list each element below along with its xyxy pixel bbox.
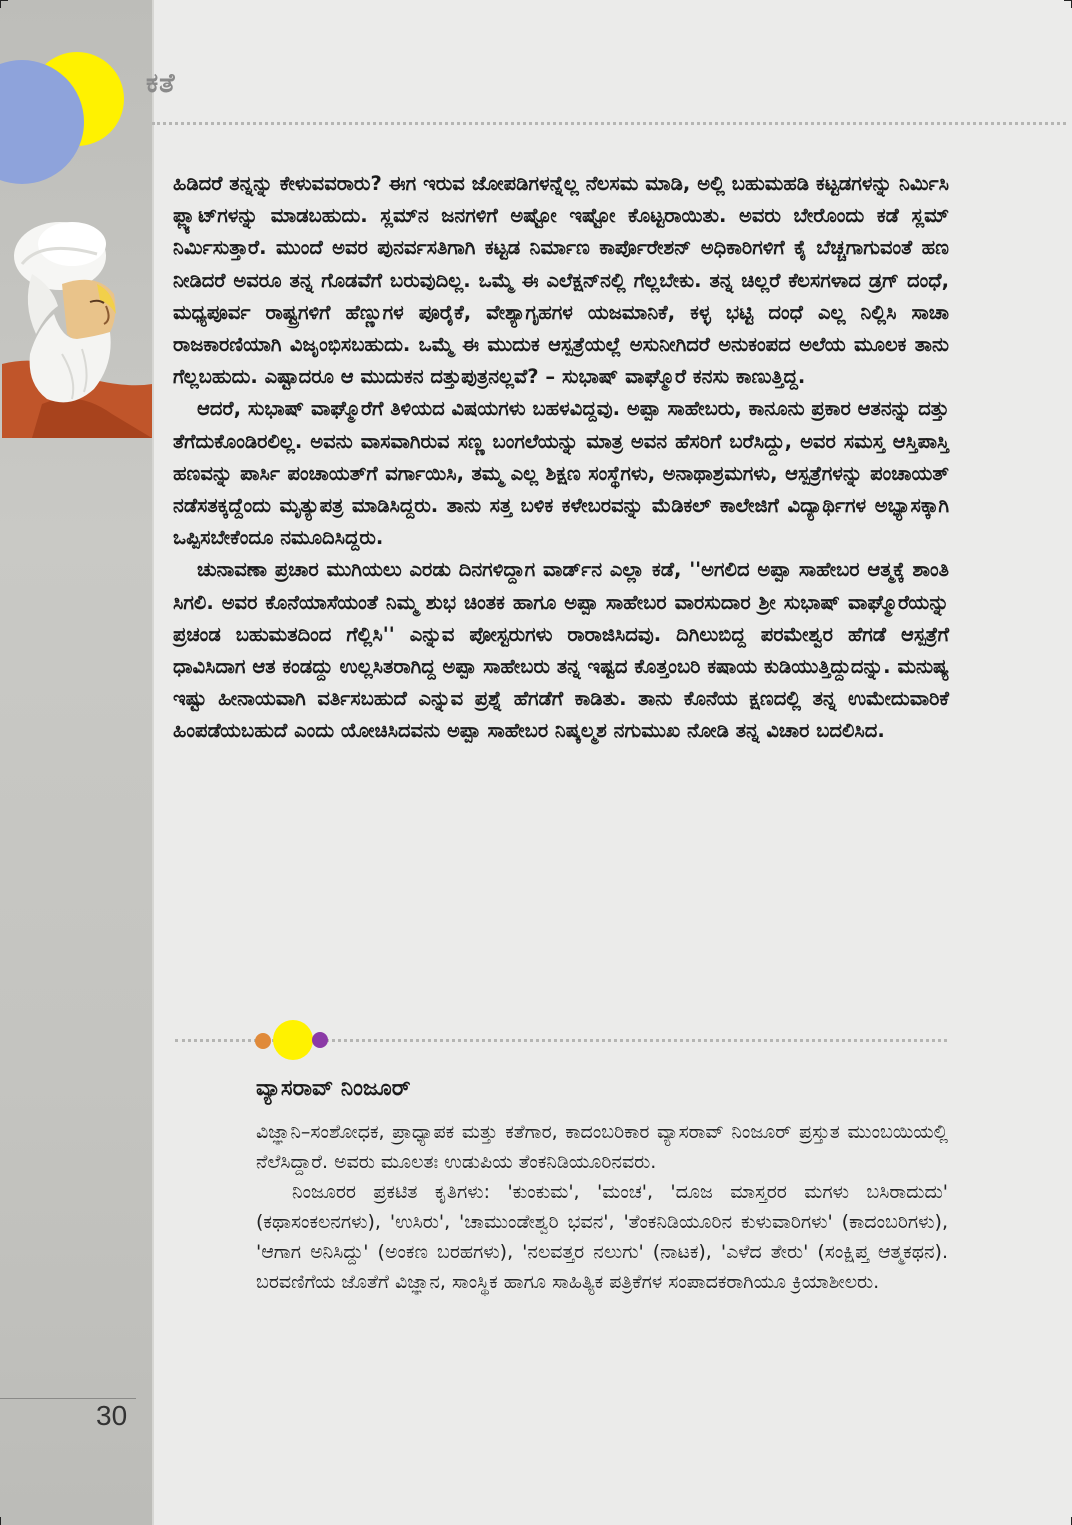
story-paragraph-2: ಆದರೆ, ಸುಭಾಷ್ ವಾಘ್ಮೊರೆಗೆ ತಿಳಿಯದ ವಿಷಯಗಳು ಬಹಳವಿದ್ದವು. ಅಪ್ಪಾ ಸಾಹೇಬರು, ಕಾನೂನು ಪ್ರಕಾರ ಆತನನ್ನು ದತ್ತು ತೆಗೆದುಕೊಂಡಿರಲಿಲ್ಲ. ಅವನು ವಾಸವಾಗಿರುವ ಸಣ್ಣ ಬಂಗಲೆಯನ್ನು ಮಾತ್ರ ಅವನ ಹೆಸರಿಗೆ ಬರೆಸಿದ್ದು, ಅವರ ಸಮಸ್ತ ಆಸ್ತಿಪಾಸ್ತಿ ಹಣವನ್ನು ಪಾರ್ಸಿ ಪಂಚಾಯತ್‌ಗೆ ವರ್ಗಾಯಿಸಿ, ತಮ್ಮ ಎಲ್ಲ ಶಿಕ್ಷಣ ಸಂಸ್ಥೆಗಳು, ಅನಾಥಾಶ್ರಮಗಳು, ಆಸ್ಪತ್ರೆಗಳನ್ನು ಪಂಚಾಯತ್ ನಡೆಸತಕ್ಕದ್ದೆಂದು ಮೃತ್ಯುಪತ್ರ ಮಾಡಿಸಿದ್ದರು. ತಾನು ಸತ್ತ ಬಳಿಕ ಕಳೇಬರವನ್ನು ಮೆಡಿಕಲ್ ಕಾಲೇಜಿಗೆ ವಿದ್ಯಾರ್ಥಿಗಳ ಅಭ್ಯಾಸಕ್ಕಾಗಿ ಒಪ್ಪಿಸಬೇಕೆಂದೂ ನಮೂದಿಸಿದ್ದರು. (173, 397, 949, 550)
header-dotted-rule (152, 122, 1066, 125)
page-number-rule (0, 1398, 136, 1399)
author-bio (256, 1117, 948, 1297)
section-label: ಕತೆ (146, 68, 176, 99)
page-number: 30 (96, 1400, 128, 1431)
decorative-orange-dot (255, 1033, 271, 1049)
crop-mark (0, 0, 1, 8)
elderly-man-portrait-icon (2, 214, 152, 438)
crop-mark (0, 0, 8, 1)
author-bio-paragraph-2: ನಿಂಜೂರರ ಪ್ರಕಟಿತ ಕೃತಿಗಳು: 'ಕುಂಕುಮ', 'ಮಂಚ', 'ದೂಜ ಮಾಸ್ತರರ ಮಗಳು ಬಸಿರಾದುದು' (ಕಥಾಸಂಕಲನಗಳು), 'ಉಸಿರು', 'ಚಾಮುಂಡೇಶ್ವರಿ ಭವನ', 'ತೆಂಕನಿಡಿಯೂರಿನ ಕುಳುವಾರಿಗಳು' (ಕಾದಂಬರಿಗಳು), 'ಆಗಾಗ ಅನಿಸಿದ್ದು' (ಅಂಕಣ ಬರಹಗಳು), 'ನಲವತ್ತರ ನಲುಗು' (ನಾಟಕ), 'ಎಳೆದ ತೇರು' (ಸಂಕ್ಷಿಪ್ತ ಆತ್ಮಕಥನ). ಬರವಣಿಗೆಯ ಜೊತೆಗೆ ವಿಜ್ಞಾನ, ಸಾಂಸ್ಥಿಕ ಹಾಗೂ ಸಾಹಿತ್ಯಿಕ ಪತ್ರಿಕೆಗಳ ಸಂಪಾದಕರಾಗಿಯೂ ಕ್ರಿಯಾಶೀಲರು. (256, 1181, 948, 1293)
decorative-yellow-dot (273, 1020, 313, 1060)
story-paragraph-3: ಚುನಾವಣಾ ಪ್ರಚಾರ ಮುಗಿಯಲು ಎರಡು ದಿನಗಳಿದ್ದಾಗ ವಾರ್ಡ್‌ನ ಎಲ್ಲಾ ಕಡೆ, ''ಅಗಲಿದ ಅಪ್ಪಾ ಸಾಹೇಬರ ಆತ್ಮಕ್ಕೆ ಶಾಂತಿ ಸಿಗಲಿ. ಅವರ ಕೊನೆಯಾಸೆಯಂತೆ ನಿಮ್ಮ ಶುಭ ಚಿಂತಕ ಹಾಗೂ ಅಪ್ಪಾ ಸಾಹೇಬರ ವಾರಸುದಾರ ಶ್ರೀ ಸುಭಾಷ್ ವಾಘ್ಮೊರೆಯನ್ನು ಪ್ರಚಂಡ ಬಹುಮತದಿಂದ ಗೆಲ್ಲಿಸಿ'' ಎನ್ನುವ ಪೋಸ್ಟರುಗಳು ರಾರಾಜಿಸಿದವು. ದಿಗಿಲುಬಿದ್ದ ಪರಮೇಶ್ವರ ಹೆಗಡೆ ಆಸ್ಪತ್ರೆಗೆ ಧಾವಿಸಿದಾಗ ಆತ ಕಂಡದ್ದು ಉಲ್ಲಸಿತರಾಗಿದ್ದ ಅಪ್ಪಾ ಸಾಹೇಬರು ತನ್ನ ಇಷ್ಟದ ಕೊತ್ತಂಬರಿ ಕಷಾಯ ಕುಡಿಯುತ್ತಿದ್ದುದನ್ನು. ಮನುಷ್ಯ ಇಷ್ಟು ಹೀನಾಯವಾಗಿ ವರ್ತಿಸಬಹುದೆ ಎನ್ನುವ ಪ್ರಶ್ನೆ ಹೆಗಡೆಗೆ ಕಾಡಿತು. ತಾನು ಕೊನೆಯ ಕ್ಷಣದಲ್ಲಿ ತನ್ನ ಉಮೇದುವಾರಿಕೆ ಹಿಂಪಡೆಯಬಹುದೆ ಎಂದು ಯೋಚಿಸಿದವನು ಅಪ್ಪಾ ಸಾಹೇಬರ ನಿಷ್ಕಲ್ಮಶ ನಗುಮುಖ ನೋಡಿ ತನ್ನ ವಿಚಾರ ಬದಲಿಸಿದ. (173, 558, 949, 743)
story-paragraph-1: ಹಿಡಿದರೆ ತನ್ನನ್ನು ಕೇಳುವವರಾರು? ಈಗ ಇರುವ ಜೋಪಡಿಗಳನ್ನೆಲ್ಲ ನೆಲಸಮ ಮಾಡಿ, ಅಲ್ಲಿ ಬಹುಮಹಡಿ ಕಟ್ಟಡಗಳನ್ನು ನಿರ್ಮಿಸಿ ಫ್ಲ್ಯಾಟ್‌ಗಳನ್ನು ಮಾಡಬಹುದು. ಸ್ಲಮ್‌ನ ಜನಗಳಿಗೆ ಅಷ್ಟೋ ಇಷ್ಟೋ ಕೊಟ್ಟರಾಯಿತು. ಅವರು ಬೇರೊಂದು ಕಡೆ ಸ್ಲಮ್ ನಿರ್ಮಿಸುತ್ತಾರೆ. ಮುಂದೆ ಅವರ ಪುನರ್ವಸತಿಗಾಗಿ ಕಟ್ಟಡ ನಿರ್ಮಾಣ ಕಾರ್ಪೊರೇಶನ್ ಅಧಿಕಾರಿಗಳಿಗೆ ಕೈ ಬೆಚ್ಚಗಾಗುವಂತೆ ಹಣ ನೀಡಿದರೆ ಅವರೂ ತನ್ನ ಗೊಡವೆಗೆ ಬರುವುದಿಲ್ಲ. ಒಮ್ಮೆ ಈ ಎಲೆಕ್ಷನ್‌ನಲ್ಲಿ ಗೆಲ್ಲಬೇಕು. ತನ್ನ ಚಿಲ್ಲರೆ ಕೆಲಸಗಳಾದ ಡ್ರಗ್ ದಂಧೆ, ಮಧ್ಯಪೂರ್ವ ರಾಷ್ಟ್ರಗಳಿಗೆ ಹೆಣ್ಣುಗಳ ಪೂರೈಕೆ, ವೇಶ್ಯಾಗೃಹಗಳ ಯಜಮಾನಿಕೆ, ಕಳ್ಳ ಭಟ್ಟಿ ದಂಧೆ ಎಲ್ಲ ನಿಲ್ಲಿಸಿ ಸಾಚಾ ರಾಜಕಾರಣಿಯಾಗಿ ವಿಜೃಂಭಿಸಬಹುದು. ಒಮ್ಮೆ ಈ ಮುದುಕ ಆಸ್ಪತ್ರೆಯಲ್ಲೆ ಅಸುನೀಗಿದರೆ ಅನುಕಂಪದ ಅಲೆಯ ಮೂಲಕ ತಾನು ಗೆಲ್ಲಬಹುದು. ಎಷ್ಟಾದರೂ ಆ ಮುದುಕನ ದತ್ತುಪುತ್ರನಲ್ಲವೆ? – ಸುಭಾಷ್ ವಾಘ್ಮೊರೆ ಕನಸು ಕಾಣುತ್ತಿದ್ದ. (173, 172, 949, 389)
crop-mark (0, 1517, 1, 1525)
author-bio-paragraph-1: ವಿಜ್ಞಾನಿ–ಸಂಶೋಧಕ, ಪ್ರಾಧ್ಯಾಪಕ ಮತ್ತು ಕತೆಗಾರ, ಕಾದಂಬರಿಕಾರ ವ್ಯಾಸರಾವ್ ನಿಂಜೂರ್ ಪ್ರಸ್ತುತ ಮುಂಬಯಿಯಲ್ಲಿ ನೆಲೆಸಿದ್ದಾರೆ. ಅವರು ಮೂಲತಃ ಉಡುಪಿಯ ತೆಂಕನಿಡಿಯೂರಿನವರು. (256, 1121, 948, 1173)
decorative-purple-dot (312, 1032, 328, 1048)
story-body (173, 168, 949, 748)
author-name: ವ್ಯಾಸರಾವ್ ನಿಂಜೂರ್ (256, 1076, 411, 1101)
sidebar-edge (152, 0, 154, 1525)
